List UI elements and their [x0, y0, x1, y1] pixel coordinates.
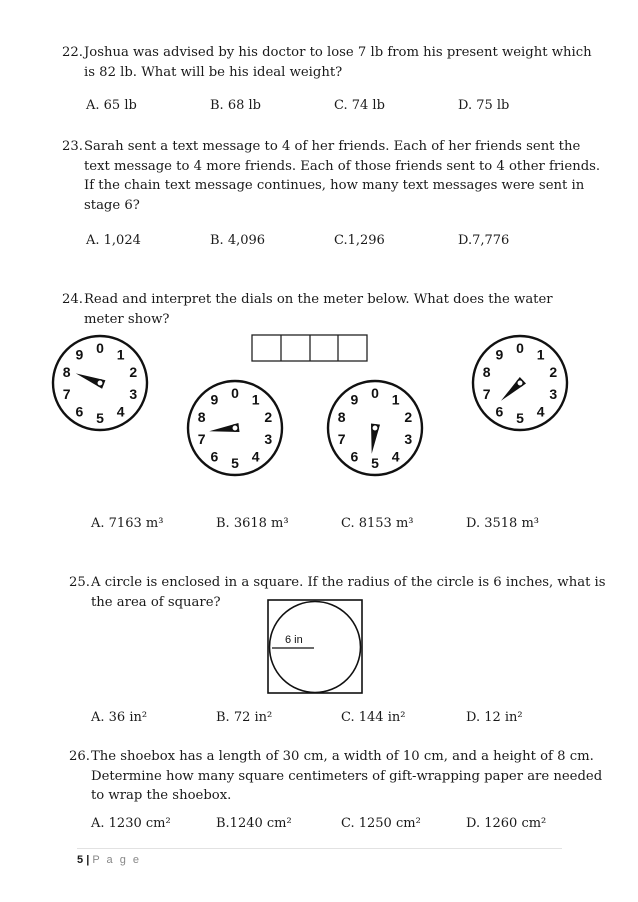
option-b[interactable]: B. 72 in²	[216, 710, 273, 725]
dial-numeral: 4	[251, 448, 260, 465]
question-number: 22.	[62, 45, 83, 60]
question-line: stage 6?	[84, 197, 140, 213]
dial-hub	[97, 380, 103, 386]
page-number: 5	[77, 854, 84, 866]
dial-numeral: 1	[116, 346, 125, 363]
meter-dial	[328, 381, 422, 475]
option-d[interactable]: D. 3518 m³	[466, 516, 539, 531]
question-number: 26.	[69, 749, 90, 764]
question-number: 23.	[62, 139, 83, 154]
dial-numeral: 2	[129, 364, 138, 381]
option-c[interactable]: C. 144 in²	[341, 710, 406, 725]
question-line: Read and interpret the dials on the meter below. What does the water	[84, 292, 553, 307]
dial-numeral: 3	[549, 385, 558, 402]
dial-numeral: 2	[404, 409, 413, 426]
question-line: A circle is enclosed in a square. If the radius of the circle is 6 inches, what is	[91, 575, 606, 590]
dial-numeral: 3	[404, 430, 413, 447]
dial-numeral: 5	[231, 455, 239, 471]
dial-numeral: 9	[495, 346, 504, 363]
question-number: 25.	[69, 575, 90, 590]
question-line: to wrap the shoebox.	[91, 788, 232, 803]
dial-hub	[517, 380, 523, 386]
option-d[interactable]: D. 75 lb	[458, 98, 510, 113]
dial-numeral: 5	[516, 410, 524, 426]
option-b[interactable]: B. 3618 m³	[216, 516, 289, 531]
option-a[interactable]: A. 7163 m³	[91, 516, 164, 531]
dial-numeral: 9	[210, 391, 219, 408]
meter-dial	[473, 336, 567, 430]
dial-hub	[232, 425, 238, 431]
option-a[interactable]: A. 1230 cm²	[91, 816, 171, 831]
question-line: meter show?	[84, 311, 170, 327]
option-c[interactable]: C.1,296	[334, 233, 385, 248]
option-d[interactable]: D.7,776	[458, 233, 510, 248]
dial-numeral: 9	[350, 391, 359, 408]
question-line: Joshua was advised by his doctor to lose 7 lb from his present weight which	[84, 45, 592, 60]
dial-numeral: 3	[129, 385, 138, 402]
dial-numeral: 8	[337, 409, 346, 426]
footer-separator: |	[86, 854, 90, 866]
dial-numeral: 4	[116, 403, 125, 420]
meter-dial	[188, 381, 282, 475]
question-line: text message to 4 more friends. Each of those friends sent to 4 other friends.	[84, 158, 601, 174]
option-c[interactable]: C. 8153 m³	[341, 516, 414, 531]
dial-numeral: 7	[337, 430, 346, 447]
dial-numeral: 0	[371, 385, 379, 401]
option-c[interactable]: C. 1250 cm²	[341, 816, 421, 831]
dial-numeral: 2	[549, 364, 558, 381]
question-line: The shoebox has a length of 30 cm, a width of 10 cm, and a height of 8 cm.	[91, 749, 594, 764]
dial-numeral: 6	[75, 403, 84, 420]
question-line: is 82 lb. What will be his ideal weight?	[84, 64, 343, 80]
water-meter-figure	[40, 328, 600, 498]
dial-hub	[372, 425, 378, 431]
dial-numeral: 7	[62, 385, 71, 402]
option-b[interactable]: B. 68 lb	[210, 98, 261, 113]
dial-numeral: 1	[536, 346, 545, 363]
question-line: Sarah sent a text message to 4 of her friends. Each of her friends sent the	[84, 139, 581, 154]
dial-numeral: 4	[536, 403, 545, 420]
dial-numeral: 0	[96, 340, 104, 356]
page-word: P a g e	[92, 854, 141, 866]
dial-numeral: 3	[264, 430, 273, 447]
footer-divider	[77, 848, 562, 849]
option-a[interactable]: A. 1,024	[86, 233, 141, 248]
dial-numeral: 8	[197, 409, 206, 426]
question-line: If the chain text message continues, how many text messages were sent in	[84, 178, 585, 193]
dial-numeral: 6	[495, 403, 504, 420]
option-a[interactable]: A. 65 lb	[86, 98, 137, 113]
question-number: 24.	[62, 292, 83, 307]
option-d[interactable]: D. 12 in²	[466, 710, 523, 725]
dial-numeral: 1	[251, 391, 260, 408]
dial-numeral: 6	[210, 448, 219, 465]
option-d[interactable]: D. 1260 cm²	[466, 816, 547, 831]
dial-numeral: 7	[482, 385, 491, 402]
page-footer	[77, 854, 141, 866]
question-line: the area of square?	[91, 594, 221, 610]
option-c[interactable]: C. 74 lb	[334, 98, 385, 113]
dial-numeral: 6	[350, 448, 359, 465]
question-line: Determine how many square centimeters of gift-wrapping paper are needed	[91, 768, 603, 784]
option-b[interactable]: B. 4,096	[210, 233, 266, 248]
dial-numeral: 0	[516, 340, 524, 356]
meter-digit-boxes	[252, 335, 367, 361]
dial-numeral: 2	[264, 409, 273, 426]
dial-numeral: 8	[62, 364, 71, 381]
dial-numeral: 0	[231, 385, 239, 401]
option-b[interactable]: B.1240 cm²	[216, 816, 292, 831]
radius-label: 6 in	[285, 634, 303, 646]
dial-numeral: 5	[371, 455, 379, 471]
option-a[interactable]: A. 36 in²	[91, 710, 148, 725]
dial-numeral: 4	[391, 448, 400, 465]
meter-dial	[53, 336, 147, 430]
dial-numeral: 1	[391, 391, 400, 408]
dial-numeral: 7	[197, 430, 206, 447]
dial-numeral: 9	[75, 346, 84, 363]
circle-in-square-figure	[266, 598, 366, 698]
dial-numeral: 5	[96, 410, 104, 426]
dial-numeral: 8	[482, 364, 491, 381]
